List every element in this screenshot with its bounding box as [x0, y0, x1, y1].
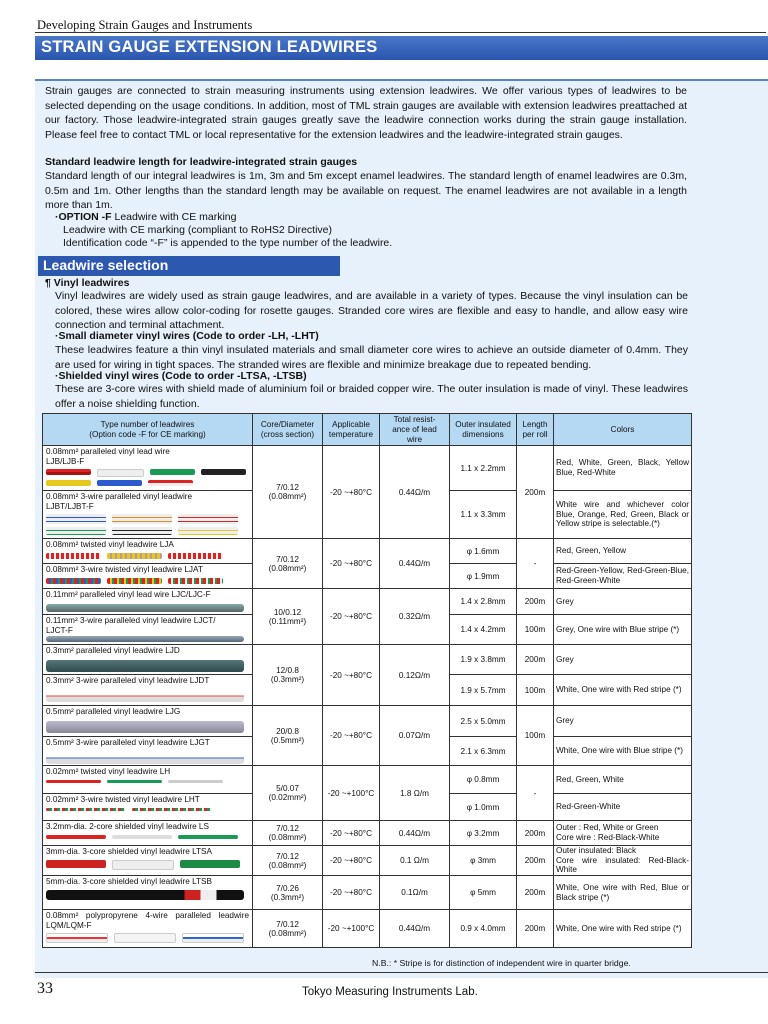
outer-cell: 1.4 x 2.8mm — [450, 589, 517, 615]
wire-label: 0.11mm² paralleled vinyl lead wire LJC/LJC-F — [46, 590, 211, 599]
vinyl-paragraph: Vinyl leadwires are widely used as strain gauge leadwires, and are available in a variety of types. Because the vinyl insulation can be colored, these wires allow color-coding for rosette gauges. Stranded core wires are flexible and easy to handle, and allow easy wire connection and terminal attachment. — [55, 290, 688, 332]
temp-cell: -20 ~+100°C — [323, 910, 380, 948]
intro-paragraph: Strain gauges are connected to strain measuring instruments using extension leadwires. We offer various types of leadwires to be selected depending on the usage conditions. In addition, most of TML strain gauges are available with extension leadwires preattached at our factory. Those leadwire-integrated strain gauges greatly save the leadwire connection works during the strain gauge installation. Please feel free to contact TML or local representative for the extension leadwires and the leadwire-integrated strain gauges. — [45, 85, 687, 141]
table-row — [43, 821, 692, 846]
banner-title: STRAIN GAUGE EXTENSION LEADWIRES — [41, 38, 378, 56]
wire-label: 0.5mm² paralleled vinyl leadwire LJG — [46, 707, 181, 716]
colors-cell: Grey — [554, 589, 692, 615]
option-code: ·OPTION -F — [55, 211, 112, 223]
wire-label: 0.3mm² paralleled vinyl leadwire LJD — [46, 646, 180, 655]
outer-cell: 1.1 x 3.3mm — [450, 491, 517, 539]
wire-photo — [46, 752, 244, 764]
wire-cell — [43, 910, 253, 948]
wire-cell — [43, 794, 253, 821]
std-length-paragraph: Standard length of our integral leadwires is 1m, 3m and 5m except enamel leadwires. The standard length of enamel leadwires are 0.3m, 0.5m and 1m. Other lengths than the standard length may be available on request. The enamel leadwires are not available in a length more than 1m. — [45, 170, 687, 212]
temp-cell: -20 ~+80°C — [323, 821, 380, 846]
colors-cell: White, One wire with Red, Blue or Black stripe (*) — [554, 876, 692, 910]
option-title: Leadwire with CE marking — [111, 211, 237, 223]
core-cell: 10/0.12 (0.11mm²) — [253, 589, 323, 645]
temp-cell: -20 ~+80°C — [323, 876, 380, 910]
colors-cell: Grey, One wire with Blue stripe (*) — [554, 615, 692, 645]
length-cell: 100m — [517, 675, 554, 706]
company-name: Tokyo Measuring Instruments Lab. — [302, 986, 478, 998]
wire-label: 0.02mm² 3-wire twisted vinyl leadwire LHT — [46, 795, 200, 804]
outer-cell: φ 1.0mm — [450, 794, 517, 821]
wire-photo — [46, 480, 249, 486]
length-cell: 200m — [517, 645, 554, 675]
core-cell: 7/0.12 (0.08mm²) — [253, 910, 323, 948]
page-number: 33 — [37, 980, 53, 997]
wire-label: 5mm-dia. 3-core shielded vinyl leadwire LTSB — [46, 877, 212, 886]
wire-label: 0.08mm² 3-wire paralleled vinyl leadwire LJBT/LJBT-F — [46, 492, 193, 511]
wire-photo — [46, 578, 249, 584]
length-cell: 200m — [517, 446, 554, 539]
colors-cell: Outer insulated: Black Core wire insulated: Red-Black-White — [554, 846, 692, 876]
core-cell: 7/0.12 (0.08mm²) — [253, 821, 323, 846]
colors-cell: Grey — [554, 645, 692, 675]
vinyl-heading: ¶ Vinyl leadwires — [45, 277, 130, 289]
outer-cell: φ 3.2mm — [450, 821, 517, 846]
resist-cell: 0.44Ω/m — [380, 446, 450, 539]
wire-cell — [43, 846, 253, 876]
resist-cell: 0.07Ω/m — [380, 706, 450, 766]
length-cell: 200m — [517, 821, 554, 846]
table-row — [43, 446, 692, 491]
wire-photo — [46, 835, 249, 839]
core-cell: 5/0.07 (0.02mm²) — [253, 766, 323, 821]
core-cell: 20/0.8 (0.5mm²) — [253, 706, 323, 766]
resist-cell: 0.44Ω/m — [380, 539, 450, 589]
core-cell: 7/0.12 (0.08mm²) — [253, 539, 323, 589]
outer-cell: φ 3mm — [450, 846, 517, 876]
shielded-wire-heading: ·Shielded vinyl wires (Code to order -LTSA, -LTSB) — [55, 370, 307, 382]
section-title: Leadwire selection — [43, 257, 169, 273]
colors-cell: Grey — [554, 706, 692, 737]
wire-cell — [43, 821, 253, 846]
wire-photo — [46, 604, 244, 612]
colors-cell: White wire and whichever color Blue, Orange, Red, Green, Black or Yellow stripe is selectable.(*) — [554, 491, 692, 539]
core-cell: 12/0.8 (0.3mm²) — [253, 645, 323, 706]
outer-cell: 2.5 x 5.0mm — [450, 706, 517, 737]
outer-cell: 1.4 x 4.2mm — [450, 615, 517, 645]
table-row — [43, 706, 692, 737]
resist-cell: 0.1Ω/m — [380, 876, 450, 910]
wire-photo — [46, 780, 249, 783]
table-row — [43, 766, 692, 794]
core-cell: 7/0.26 (0.3mm²) — [253, 876, 323, 910]
small-wire-heading: ·Small diameter vinyl wires (Code to order -LH, -LHT) — [55, 330, 319, 342]
colors-cell: Red, White, Green, Black, Yellow Blue, Red-White — [554, 446, 692, 491]
header-rule — [35, 32, 766, 33]
wire-cell — [43, 589, 253, 615]
resist-cell: 1.8 Ω/m — [380, 766, 450, 821]
core-cell: 7/0.12 (0.08mm²) — [253, 446, 323, 539]
option-detail-1: Leadwire with CE marking (compliant to RoHS2 Directive) — [63, 224, 333, 236]
wire-photo — [46, 514, 249, 524]
colors-cell: Red, Green, Yellow — [554, 539, 692, 564]
table-row — [43, 539, 692, 564]
wire-label: 0.08mm² 3-wire twisted vinyl leadwire LJAT — [46, 565, 203, 574]
outer-cell: φ 5mm — [450, 876, 517, 910]
wire-cell — [43, 737, 253, 766]
header-outer: Outer insulated dimensions — [450, 414, 517, 446]
wire-photo — [46, 721, 244, 733]
table-header-row — [43, 414, 692, 446]
std-length-heading: Standard leadwire length for leadwire-integrated strain gauges — [45, 156, 358, 168]
wire-photo — [46, 933, 249, 943]
header-length: Length per roll — [517, 414, 554, 446]
resist-cell: 0.44Ω/m — [380, 910, 450, 948]
length-cell: 100m — [517, 706, 554, 766]
wire-photo — [46, 527, 249, 535]
header-colors: Colors — [554, 414, 692, 446]
resist-cell: 0.32Ω/m — [380, 589, 450, 645]
wire-photo — [46, 808, 249, 811]
header-resistance: Total resist- ance of lead wire — [380, 414, 450, 446]
wire-photo — [46, 890, 244, 900]
colors-cell: Red-Green-White — [554, 794, 692, 821]
resist-cell: 0.1 Ω/m — [380, 846, 450, 876]
table-row — [43, 846, 692, 876]
shielded-wire-paragraph: These are 3-core wires with shield made of aluminium foil or braided copper wire. The outer insulation is made of vinyl. These leadwires offer a noise shielding function. — [55, 383, 688, 410]
length-cell: 200m — [517, 846, 554, 876]
wire-photo — [46, 636, 244, 642]
table-row — [43, 876, 692, 910]
wire-label: 0.5mm² 3-wire paralleled vinyl leadwire LJGT — [46, 738, 210, 747]
wire-cell — [43, 645, 253, 675]
table-row — [43, 589, 692, 615]
outer-cell: 1.9 x 5.7mm — [450, 675, 517, 706]
outer-cell: φ 1.6mm — [450, 539, 517, 564]
option-detail-2: Identification code “-F” is appended to the type number of the leadwire. — [63, 237, 393, 249]
wire-cell — [43, 491, 253, 539]
page-banner — [35, 36, 768, 60]
outer-cell: 0.9 x 4.0mm — [450, 910, 517, 948]
wire-cell — [43, 675, 253, 706]
wire-photo — [46, 690, 244, 702]
outer-cell: 1.1 x 2.2mm — [450, 446, 517, 491]
wire-cell — [43, 564, 253, 589]
wire-cell — [43, 539, 253, 564]
wire-label: 0.3mm² 3-wire paralleled vinyl leadwire LJDT — [46, 676, 210, 685]
temp-cell: -20 ~+80°C — [323, 846, 380, 876]
wire-cell — [43, 615, 253, 645]
footnote: N.B.: * Stripe is for distinction of independent wire in quarter bridge. — [372, 958, 631, 968]
resist-cell: 0.12Ω/m — [380, 645, 450, 706]
wire-photo — [46, 469, 249, 477]
temp-cell: -20 ~+100°C — [323, 766, 380, 821]
colors-cell: White, One wire with Red stripe (*) — [554, 910, 692, 948]
header-temperature: Applicable temperature — [323, 414, 380, 446]
length-cell: 100m — [517, 615, 554, 645]
length-cell: - — [517, 766, 554, 821]
core-cell: 7/0.12 (0.08mm²) — [253, 846, 323, 876]
wire-cell — [43, 766, 253, 794]
wire-cell — [43, 706, 253, 737]
length-cell: - — [517, 539, 554, 589]
wire-photo — [46, 860, 249, 870]
wire-photo — [46, 660, 244, 672]
table-row — [43, 645, 692, 675]
table-row — [43, 910, 692, 948]
length-cell: 200m — [517, 589, 554, 615]
wire-label: 0.08mm² twisted vinyl leadwire LJA — [46, 540, 174, 549]
temp-cell: -20 ~+80°C — [323, 645, 380, 706]
running-title: Developing Strain Gauges and Instruments — [37, 18, 253, 32]
small-wire-paragraph: These leadwires feature a thin vinyl insulated materials and small diameter core wires to achieve an outside diameter of 0.4mm. They are used for wiring in tight spaces. The stranded wires are flexible and minimize breakage due to repeated bending. — [55, 344, 688, 371]
outer-cell: φ 1.9mm — [450, 564, 517, 589]
wire-label: 3.2mm-dia. 2-core shielded vinyl leadwire LS — [46, 822, 209, 831]
length-cell: 200m — [517, 876, 554, 910]
resist-cell: 0.44Ω/m — [380, 821, 450, 846]
temp-cell: -20 ~+80°C — [323, 706, 380, 766]
outer-cell: 1.9 x 3.8mm — [450, 645, 517, 675]
temp-cell: -20 ~+80°C — [323, 539, 380, 589]
outer-cell: 2.1 x 6.3mm — [450, 737, 517, 766]
section-header — [38, 256, 340, 276]
colors-cell: Red, Green, White — [554, 766, 692, 794]
header-type: Type number of leadwires (Option code -F for CE marking) — [43, 414, 253, 446]
wire-label: 0.11mm² 3-wire paralleled vinyl leadwire LJCT/ LJCT-F — [46, 616, 216, 635]
colors-cell: White, One wire with Red stripe (*) — [554, 675, 692, 706]
wire-label: 0.08mm² polypropyrene 4-wire paralleled leadwire LQM/LQM-F — [46, 911, 249, 930]
wire-cell — [43, 876, 253, 910]
colors-cell: Outer : Red, White or Green Core wire : Red-Black-White — [554, 821, 692, 846]
header-core: Core/Diameter (cross section) — [253, 414, 323, 446]
temp-cell: -20 ~+80°C — [323, 446, 380, 539]
temp-cell: -20 ~+80°C — [323, 589, 380, 645]
outer-cell: φ 0.8mm — [450, 766, 517, 794]
colors-cell: White, One wire with Blue stripe (*) — [554, 737, 692, 766]
wire-photo — [46, 553, 249, 559]
footer-rule — [35, 972, 768, 973]
wire-label: 0.08mm² paralleled vinyl lead wire LJB/LJB-F — [46, 447, 170, 466]
colors-cell: Red-Green-Yellow, Red-Green-Blue, Red-Green-White — [554, 564, 692, 589]
leadwire-table — [42, 413, 691, 948]
length-cell: 200m — [517, 910, 554, 948]
wire-cell — [43, 446, 253, 491]
wire-label: 0.02mm² twisted vinyl leadwire LH — [46, 767, 171, 776]
wire-label: 3mm-dia. 3-core shielded vinyl leadwire LTSA — [46, 847, 212, 856]
